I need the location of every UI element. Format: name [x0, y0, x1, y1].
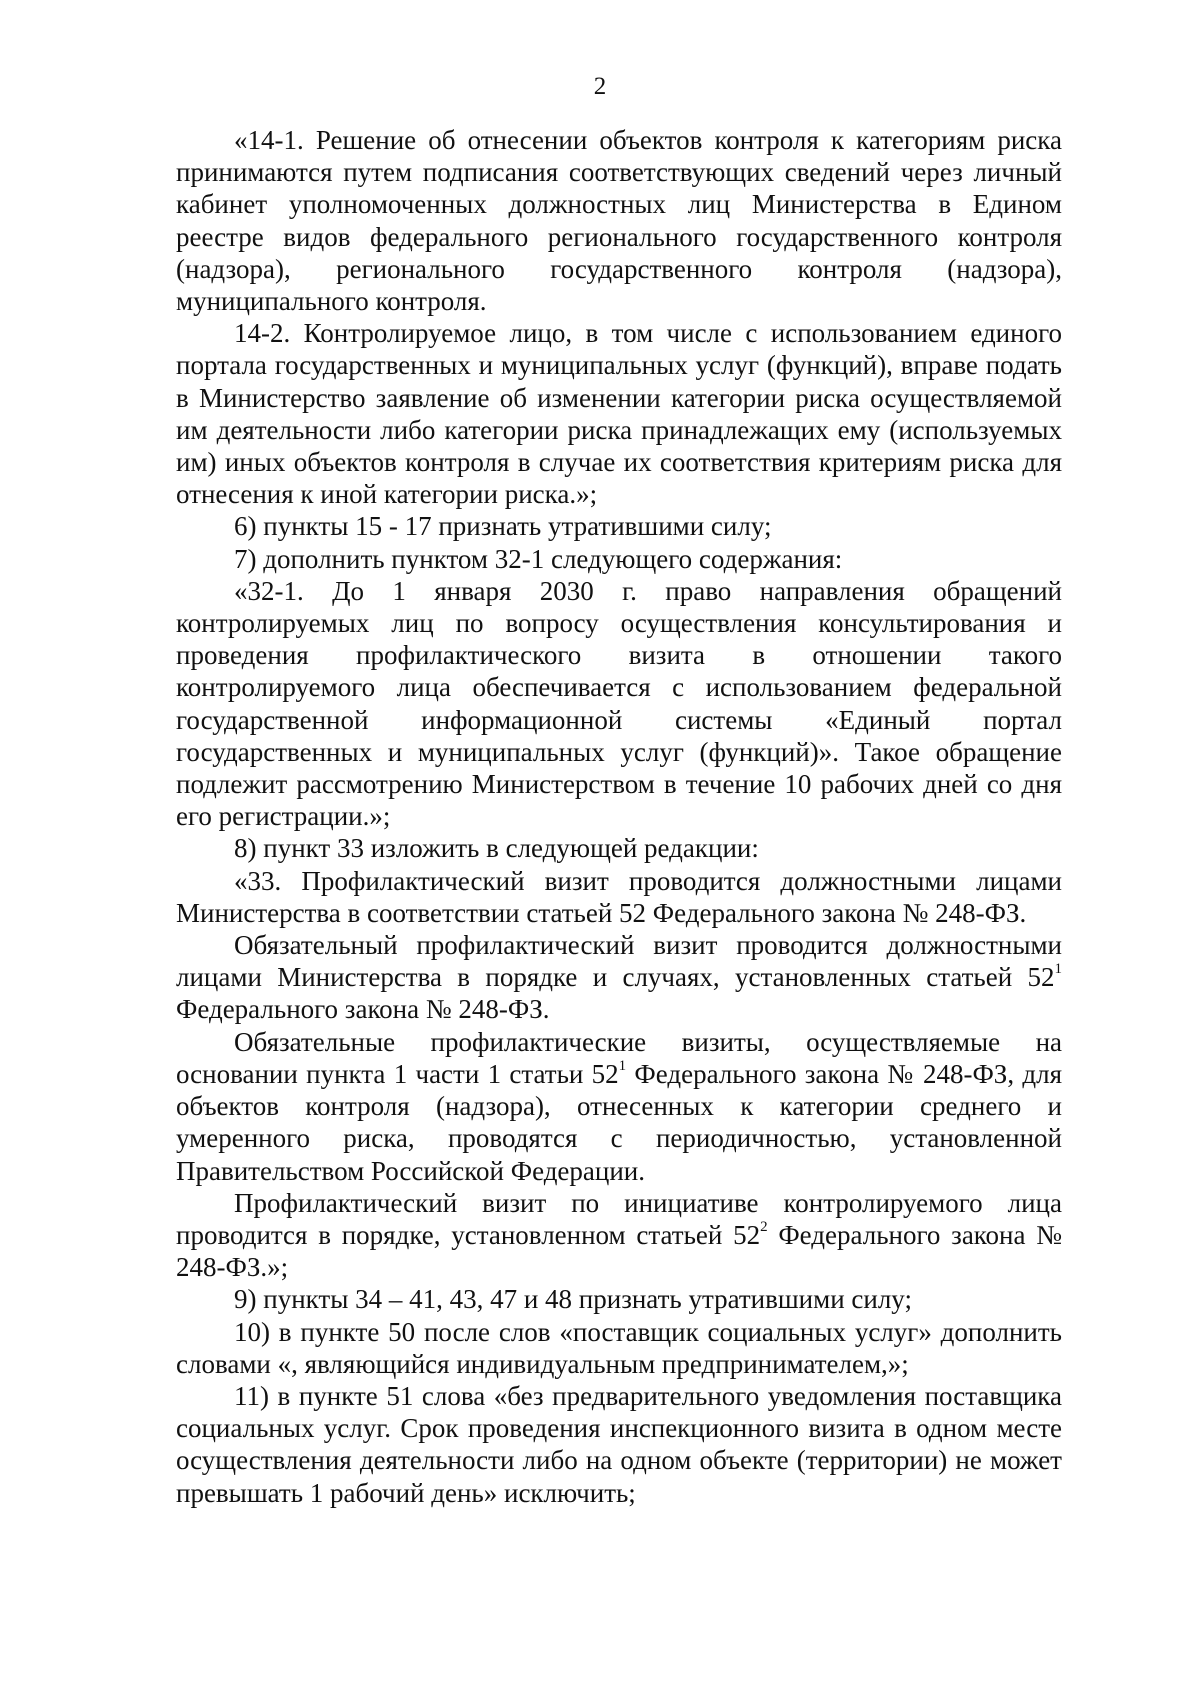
paragraph-text: Обязательный профилактический визит проводится должностными лицами Министерства в порядке и случаях, установленных статьей 52: [176, 930, 1062, 993]
paragraph-text: Обязательные профилактические визиты, осуществляемые на основании пункта 1 части 1 статьи 52: [176, 1026, 1062, 1089]
page-number: 2: [593, 73, 607, 100]
superscript: 1: [1054, 961, 1062, 978]
paragraph-mandatory-visit: [176, 929, 1062, 1026]
superscript: 1: [618, 1057, 627, 1074]
paragraph-text: Федерального закона № 248-ФЗ.: [176, 994, 550, 1025]
paragraph-item-8: 8) пункт 33 изложить в следующей редакции:: [234, 833, 759, 864]
paragraph-item-6: 6) пункты 15 - 17 признать утратившими силу;: [234, 511, 772, 542]
paragraph-text: Федерального закона № 248-ФЗ.»;: [176, 1219, 1062, 1283]
paragraph-text: Профилактический визит по инициативе контролируемого лица проводится в порядке, установленном статьей 52: [176, 1187, 1062, 1250]
paragraph-14-1: «14-1. Решение об отнесении объектов контроля к категориям риска принимаются путем подписания соответствующих сведений через личный кабинет уполномоченных должностных лиц Министерства в Едином реестре видов федерального регионального государственного контроля (надзора), регионального государственного контроля (надзора), муниципального контроля.: [176, 125, 1062, 317]
paragraph-item-7: 7) дополнить пунктом 32-1 следующего содержания:: [234, 543, 843, 574]
paragraph-32-1: «32-1. До 1 января 2030 г. право направления обращений контролируемых лиц по вопросу осуществления консультирования и проведения профилактического визита в отношении такого контролируемого лица обеспечивается с использованием федеральной государственной информационной системы «Единый портал государственных и муниципальных услуг (функций)». Такое обращение подлежит рассмотрению Министерством в течение 10 рабочих дней со дня его регистрации.»;: [176, 575, 1062, 832]
paragraph-item-11: 11) в пункте 51 слова «без предварительного уведомления поставщика социальных услуг. Срок проведения инспекционного визита в одном месте осуществления деятельности либо на одном объекте (территории) не может превышать 1 рабочий день» исключить;: [176, 1380, 1062, 1508]
paragraph-33: «33. Профилактический визит проводится должностными лицами Министерства в соответствии статьей 52 Федерального закона № 248-ФЗ.: [176, 865, 1062, 928]
paragraph-item-9: 9) пункты 34 – 41, 43, 47 и 48 признать утратившими силу;: [234, 1284, 912, 1315]
paragraph-item-10: 10) в пункте 50 после слов «поставщик социальных услуг» дополнить словами «, являющийся индивидуальным предпринимателем,»;: [176, 1316, 1062, 1379]
paragraph-14-2: 14-2. Контролируемое лицо, в том числе с использованием единого портала государственных и муниципальных услуг (функций), вправе подать в Министерство заявление об изменении категории риска осуществляемой им деятельности либо категории риска принадлежащих ему (используемых им) иных объектов контроля в случае их соответствия критериям риска для отнесения к иной категории риска.»;: [176, 318, 1062, 510]
superscript: 2: [760, 1218, 768, 1235]
paragraph-mandatory-visits-periodicity: [176, 1026, 1062, 1187]
document-body: [176, 124, 1062, 1509]
paragraph-initiative-visit: [176, 1187, 1062, 1284]
paragraph-text: Федерального закона № 248-ФЗ, для объектов контроля (надзора), отнесенных к категории среднего и умеренного риска, проводятся с периодичностью, установленной Правительством Российской Федерации.: [176, 1058, 1062, 1186]
